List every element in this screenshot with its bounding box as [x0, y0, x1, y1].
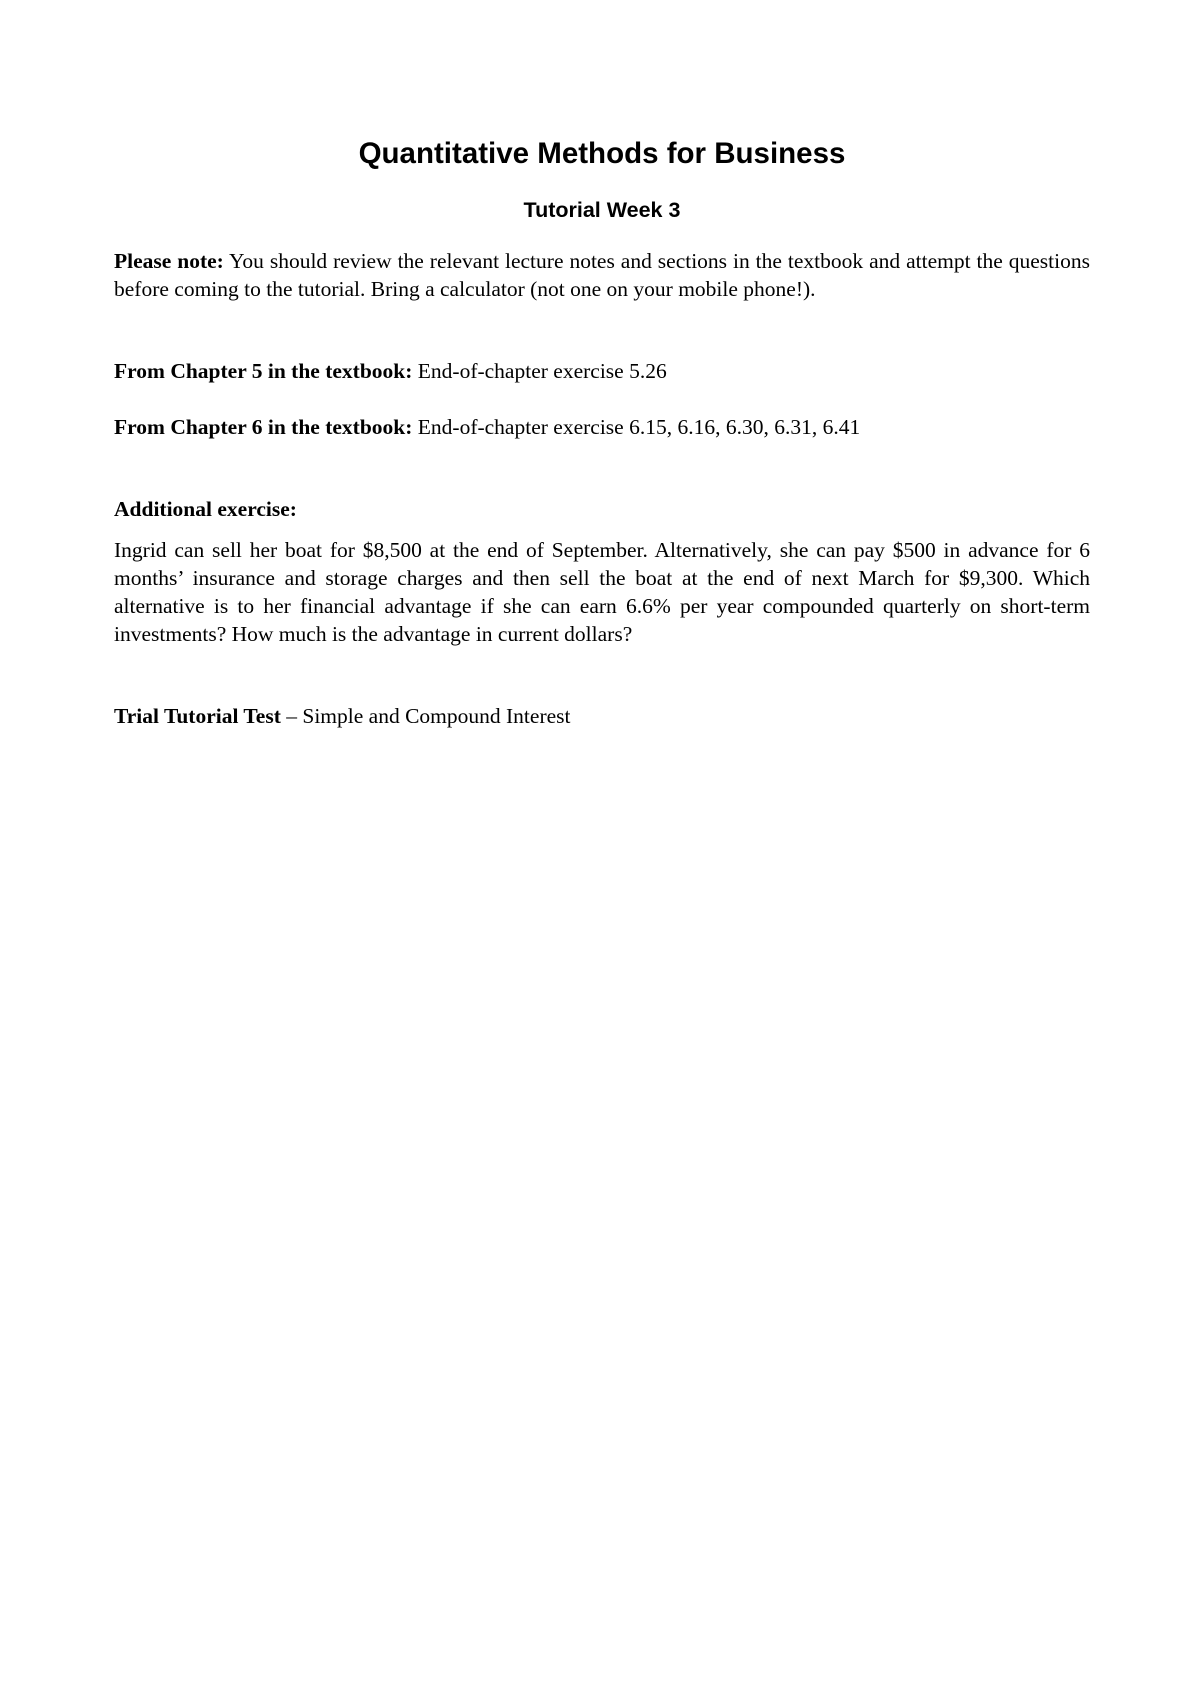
trial-test-text: – Simple and Compound Interest: [280, 704, 571, 728]
trial-test-label: Trial Tutorial Test: [114, 704, 281, 728]
additional-exercise-heading: Additional exercise:: [114, 497, 297, 521]
trial-test-line: [114, 702, 1090, 730]
please-note-text: You should review the relevant lecture notes and sections in the textbook and attempt the questions before coming to the tutorial. Bring a calculator (not one on your mobile phone!).: [114, 249, 1090, 301]
document-title: Quantitative Methods for Business: [358, 137, 846, 170]
additional-exercise-text: Ingrid can sell her boat for $8,500 at the end of September. Alternatively, she can pay $500 in advance for 6 months’ insurance and storage charges and then sell the boat at the end of next March for $9,300. Which alternative is to her financial advantage if she can earn 6.6% per year compounded quarterly on short-term investments? How much is the advantage in current dollars?: [114, 538, 1090, 646]
please-note-label: Please note:: [114, 249, 224, 273]
document-subtitle: Tutorial Week 3: [523, 198, 681, 222]
chapter-6-label: From Chapter 6 in the textbook:: [114, 415, 413, 439]
chapter-5-text: End-of-chapter exercise 5.26: [412, 359, 667, 383]
chapter-5-line: [114, 357, 1090, 385]
chapter-6-line: [114, 413, 1090, 441]
document-content: [114, 136, 1090, 730]
chapter-5-label: From Chapter 5 in the textbook:: [114, 359, 413, 383]
please-note-paragraph: [114, 247, 1090, 303]
chapter-6-text: End-of-chapter exercise 6.15, 6.16, 6.30, 6.31, 6.41: [412, 415, 861, 439]
